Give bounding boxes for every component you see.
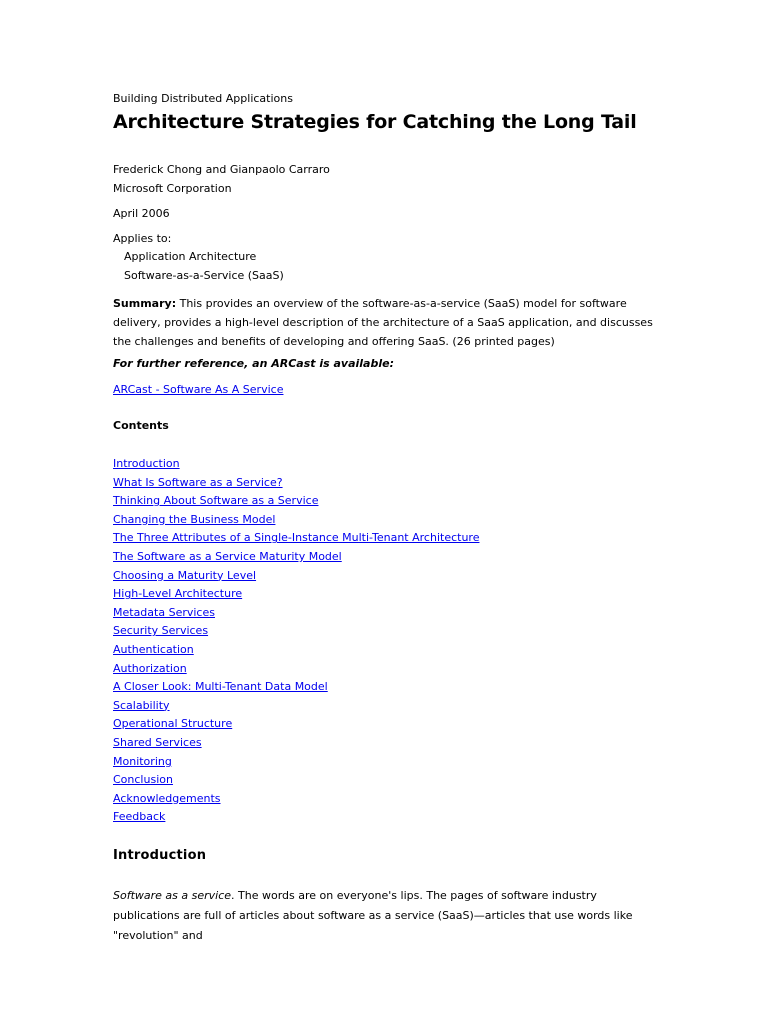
toc-item xyxy=(113,605,479,624)
applies-to-item: Software-as-a-Service (SaaS) xyxy=(124,269,284,282)
toc-link-acknowledgements[interactable]: Acknowledgements xyxy=(113,791,221,805)
summary-text: This provides an overview of the software-as-a-service (SaaS) model for software delivery, provides a high-level description of the architecture of a SaaS application, and discusses the challenges and benefits of developing and offering SaaS. (26 printed pages) xyxy=(113,297,653,348)
toc-item xyxy=(113,661,479,680)
publication-date: April 2006 xyxy=(113,207,170,220)
introduction-text: . The words are on everyone's lips. The pages of software industry publications are full of articles about software as a service (SaaS)—articles that use words like "revolution" and xyxy=(113,889,633,942)
organization: Microsoft Corporation xyxy=(113,182,232,195)
toc-item xyxy=(113,623,479,642)
toc-link-maturity-model[interactable]: The Software as a Service Maturity Model xyxy=(113,549,342,563)
toc-item xyxy=(113,642,479,661)
table-of-contents xyxy=(113,456,479,828)
summary-label: Summary: xyxy=(113,297,177,310)
toc-link-high-level-architecture[interactable]: High-Level Architecture xyxy=(113,587,243,601)
introduction-heading: Introduction xyxy=(113,848,207,863)
toc-link-what-is-saas[interactable]: What Is Software as a Service? xyxy=(113,475,283,489)
toc-link-introduction[interactable]: Introduction xyxy=(113,457,180,470)
toc-link-choosing-maturity-level[interactable]: Choosing a Maturity Level xyxy=(113,568,257,582)
toc-link-thinking-about-saas[interactable]: Thinking About Software as a Service xyxy=(113,494,319,508)
toc-link-three-attributes[interactable]: The Three Attributes of a Single-Instance Multi-Tenant Architecture xyxy=(113,531,480,545)
toc-item xyxy=(113,679,479,698)
toc-item xyxy=(113,772,479,791)
toc-link-conclusion[interactable]: Conclusion xyxy=(113,773,173,787)
toc-item xyxy=(113,475,479,494)
toc-item xyxy=(113,791,479,810)
further-reference-text: For further reference, an ARCast is available: xyxy=(113,357,394,370)
toc-link-authentication[interactable]: Authentication xyxy=(113,642,194,656)
series-label: Building Distributed Applications xyxy=(113,92,293,105)
toc-item xyxy=(113,809,479,828)
toc-link-metadata-services[interactable]: Metadata Services xyxy=(113,605,215,619)
toc-item xyxy=(113,493,479,512)
toc-link-scalability[interactable]: Scalability xyxy=(113,698,170,712)
toc-link-feedback[interactable]: Feedback xyxy=(113,810,166,824)
summary-paragraph xyxy=(113,294,658,351)
toc-item xyxy=(113,586,479,605)
contents-heading: Contents xyxy=(113,419,169,432)
toc-link-changing-business-model[interactable]: Changing the Business Model xyxy=(113,512,276,526)
toc-link-security-services[interactable]: Security Services xyxy=(113,624,209,638)
authors: Frederick Chong and Gianpaolo Carraro xyxy=(113,163,330,176)
toc-link-multi-tenant-data-model[interactable]: A Closer Look: Multi-Tenant Data Model xyxy=(113,680,328,694)
toc-link-monitoring[interactable]: Monitoring xyxy=(113,754,172,768)
introduction-paragraph xyxy=(113,886,661,946)
toc-item xyxy=(113,456,479,475)
toc-link-shared-services[interactable]: Shared Services xyxy=(113,735,202,749)
arcast-link[interactable]: ARCast - Software As A Service xyxy=(113,383,284,396)
introduction-lead: Software as a service xyxy=(113,889,232,902)
toc-item xyxy=(113,754,479,773)
page-title: Architecture Strategies for Catching the Long Tail xyxy=(113,111,637,133)
toc-item xyxy=(113,735,479,754)
toc-item xyxy=(113,568,479,587)
toc-item xyxy=(113,512,479,531)
toc-item xyxy=(113,549,479,568)
toc-link-operational-structure[interactable]: Operational Structure xyxy=(113,717,233,731)
toc-item xyxy=(113,716,479,735)
applies-to-label: Applies to: xyxy=(113,232,172,245)
toc-item xyxy=(113,530,479,549)
applies-to-item: Application Architecture xyxy=(124,250,257,263)
toc-link-authorization[interactable]: Authorization xyxy=(113,661,187,675)
toc-item xyxy=(113,698,479,717)
